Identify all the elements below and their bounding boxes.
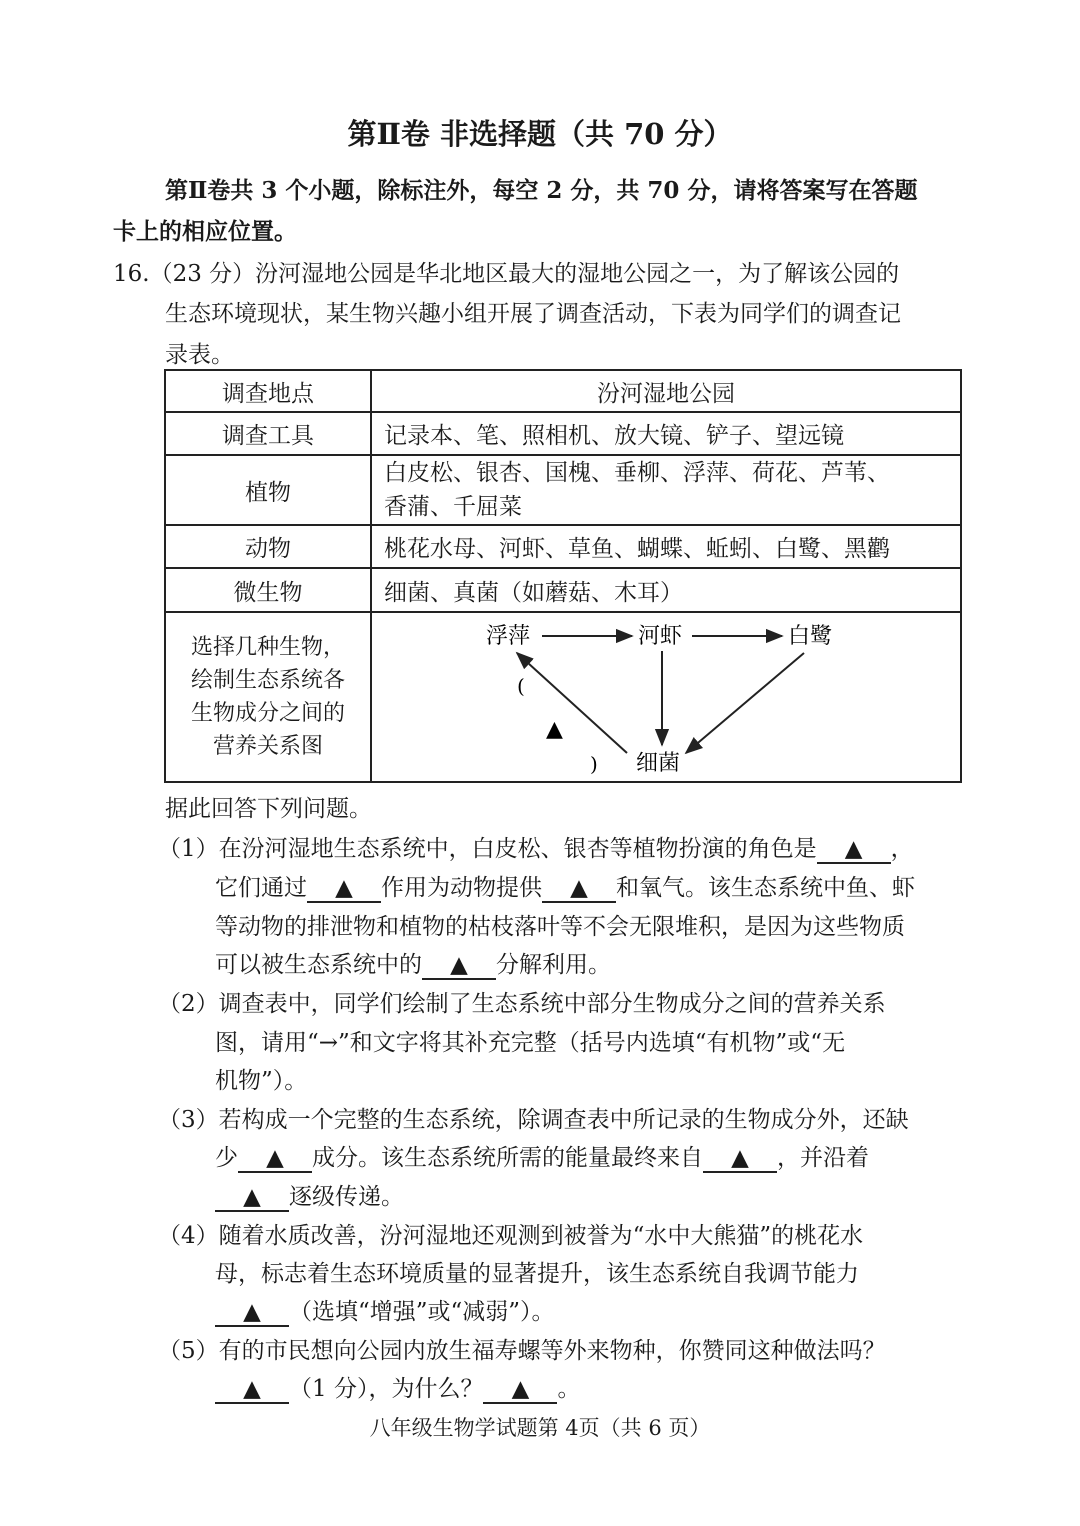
plants-line-2: 香蒲、千屈菜 [384, 494, 522, 520]
sub1-line-1 [158, 830, 914, 864]
diagram-svg [372, 613, 958, 781]
sub1-line-2 [215, 869, 915, 903]
sub3-line-1: （3）若构成一个完整的生态系统，除调查表中所记录的生物成分外，还缺 [158, 1107, 909, 1133]
table-label [165, 612, 371, 782]
sub1-text: 和氧气。该生态系统中鱼、虾 [616, 875, 915, 901]
diagram-label-line: 选择几种生物， [190, 635, 345, 660]
plants-line-1: 白皮松、银杏、国槐、垂柳、浮萍、荷花、芦苇、 [384, 460, 890, 486]
sub4-line-2: 母，标志着生态环境质量的显著提升，该生态系统自我调节能力 [215, 1261, 859, 1287]
bracket-open: ( [517, 674, 525, 698]
table-label: 调查地点 [165, 370, 371, 412]
sub5-text: 。 [557, 1376, 581, 1402]
sub1-text: 可以被生态系统中的 [215, 952, 422, 978]
sub1-text: （1）在汾河湿地生态系统中，白皮松、银杏等植物扮演的角色是 [158, 836, 817, 862]
table-value: 桃花水母、河虾、草鱼、蝴蝶、蚯蚓、白鹭、黑鹳 [371, 525, 961, 568]
instructions-line-1: 第Ⅱ卷共 3 个小题，除标注外，每空 2 分，共 70 分，请将答案写在答题 [165, 177, 918, 204]
table-label: 调查工具 [165, 412, 371, 455]
sub1-text: 它们通过 [215, 875, 307, 901]
table-value: 汾河湿地公园 [371, 370, 961, 412]
instructions-line-2: 卡上的相应位置。 [113, 218, 297, 245]
answer-blank[interactable]: ▲ [483, 1376, 557, 1404]
sub4-line-3 [215, 1293, 555, 1327]
answer-blank[interactable]: ▲ [422, 952, 496, 980]
sub3-text: 逐级传递。 [289, 1184, 404, 1210]
table-row [165, 455, 961, 525]
answer-blank[interactable]: ▲ [215, 1299, 289, 1327]
sub3-text: 成分。该生态系统所需的能量最终来自 [312, 1145, 703, 1171]
diagram-label-line: 绘制生态系统各 [190, 668, 345, 693]
sub1-line-3: 等动物的排泄物和植物的枯枝落叶等不会无限堆积，是因为这些物质 [215, 914, 905, 940]
question-16-intro-3: 录表。 [165, 342, 234, 368]
table-value: 细菌、真菌（如蘑菇、木耳） [371, 568, 961, 612]
sub2-line-3: 机物”）。 [215, 1068, 308, 1094]
survey-table [164, 369, 962, 783]
page-footer: 八年级生物学试题第 4页（共 6 页） [369, 1416, 711, 1440]
answer-blank[interactable]: ▲ [307, 875, 381, 903]
answer-blank[interactable]: ▲ [215, 1184, 289, 1212]
table-value [371, 455, 961, 525]
diagram-label-line: 生物成分之间的 [190, 701, 345, 726]
sub3-line-2 [215, 1139, 869, 1173]
sub2-line-1: （2）调查表中，同学们绘制了生态系统中部分生物成分之间的营养关系 [158, 991, 886, 1017]
sub1-text: 作用为动物提供 [381, 875, 542, 901]
sub3-text: ，并沿着 [777, 1145, 869, 1171]
question-16-intro-2: 生态环境现状，某生物兴趣小组开展了调查活动，下表为同学们的调查记 [165, 301, 901, 327]
answer-blank[interactable]: ▲ [817, 836, 891, 864]
sub4-text: （选填“增强”或“减弱”）。 [289, 1299, 555, 1325]
food-relationship-diagram [371, 612, 961, 782]
sub1-text: 分解利用。 [496, 952, 611, 978]
answer-blank[interactable]: ▲ [215, 1376, 289, 1404]
table-row [165, 412, 961, 455]
sub1-text: ， [890, 836, 914, 862]
sub3-line-3 [215, 1178, 404, 1212]
diagram-label-line: 营养关系图 [212, 734, 323, 759]
sub2-line-2: 图，请用“→”和文字将其补充完整（括号内选填“有机物”或“无 [215, 1030, 846, 1056]
sub1-line-4 [215, 946, 611, 980]
question-16-intro-1: 16.（23 分）汾河湿地公园是华北地区最大的湿地公园之一，为了解该公园的 [113, 261, 900, 287]
table-label: 微生物 [165, 568, 371, 612]
node-shrimp: 河虾 [638, 624, 683, 649]
sub5-line-1: （5）有的市民想向公园内放生福寿螺等外来物种，你赞同这种做法吗？ [158, 1338, 886, 1364]
table-row [165, 370, 961, 412]
table-row [165, 525, 961, 568]
sub5-line-2 [215, 1370, 580, 1404]
sub4-line-1: （4）随着水质改善，汾河湿地还观测到被誉为“水中大熊猫”的桃花水 [158, 1223, 864, 1249]
arrow-bacteria-to-duckweed [517, 653, 627, 753]
table-row [165, 568, 961, 612]
sub5-text: （1 分），为什么？ [289, 1376, 484, 1402]
table-value: 记录本、笔、照相机、放大镜、铲子、望远镜 [371, 412, 961, 455]
prompt-text: 据此回答下列问题。 [165, 796, 372, 822]
section-title: 第Ⅱ卷 非选择题（共 70 分） [347, 117, 733, 151]
answer-blank[interactable]: ▲ [703, 1145, 777, 1173]
node-duckweed: 浮萍 [486, 624, 531, 649]
sub3-text: 少 [215, 1145, 238, 1171]
table-label: 植物 [165, 455, 371, 525]
node-bacteria: 细菌 [636, 751, 681, 776]
table-row [165, 612, 961, 782]
answer-blank[interactable]: ▲ [238, 1145, 312, 1173]
node-egret: 白鹭 [788, 624, 833, 649]
arrow-egret-to-bacteria [686, 653, 804, 753]
answer-blank[interactable]: ▲ [542, 875, 616, 903]
table-label: 动物 [165, 525, 371, 568]
bracket-close: ) [590, 752, 598, 776]
blank-marker-icon: ▲ [546, 717, 563, 742]
